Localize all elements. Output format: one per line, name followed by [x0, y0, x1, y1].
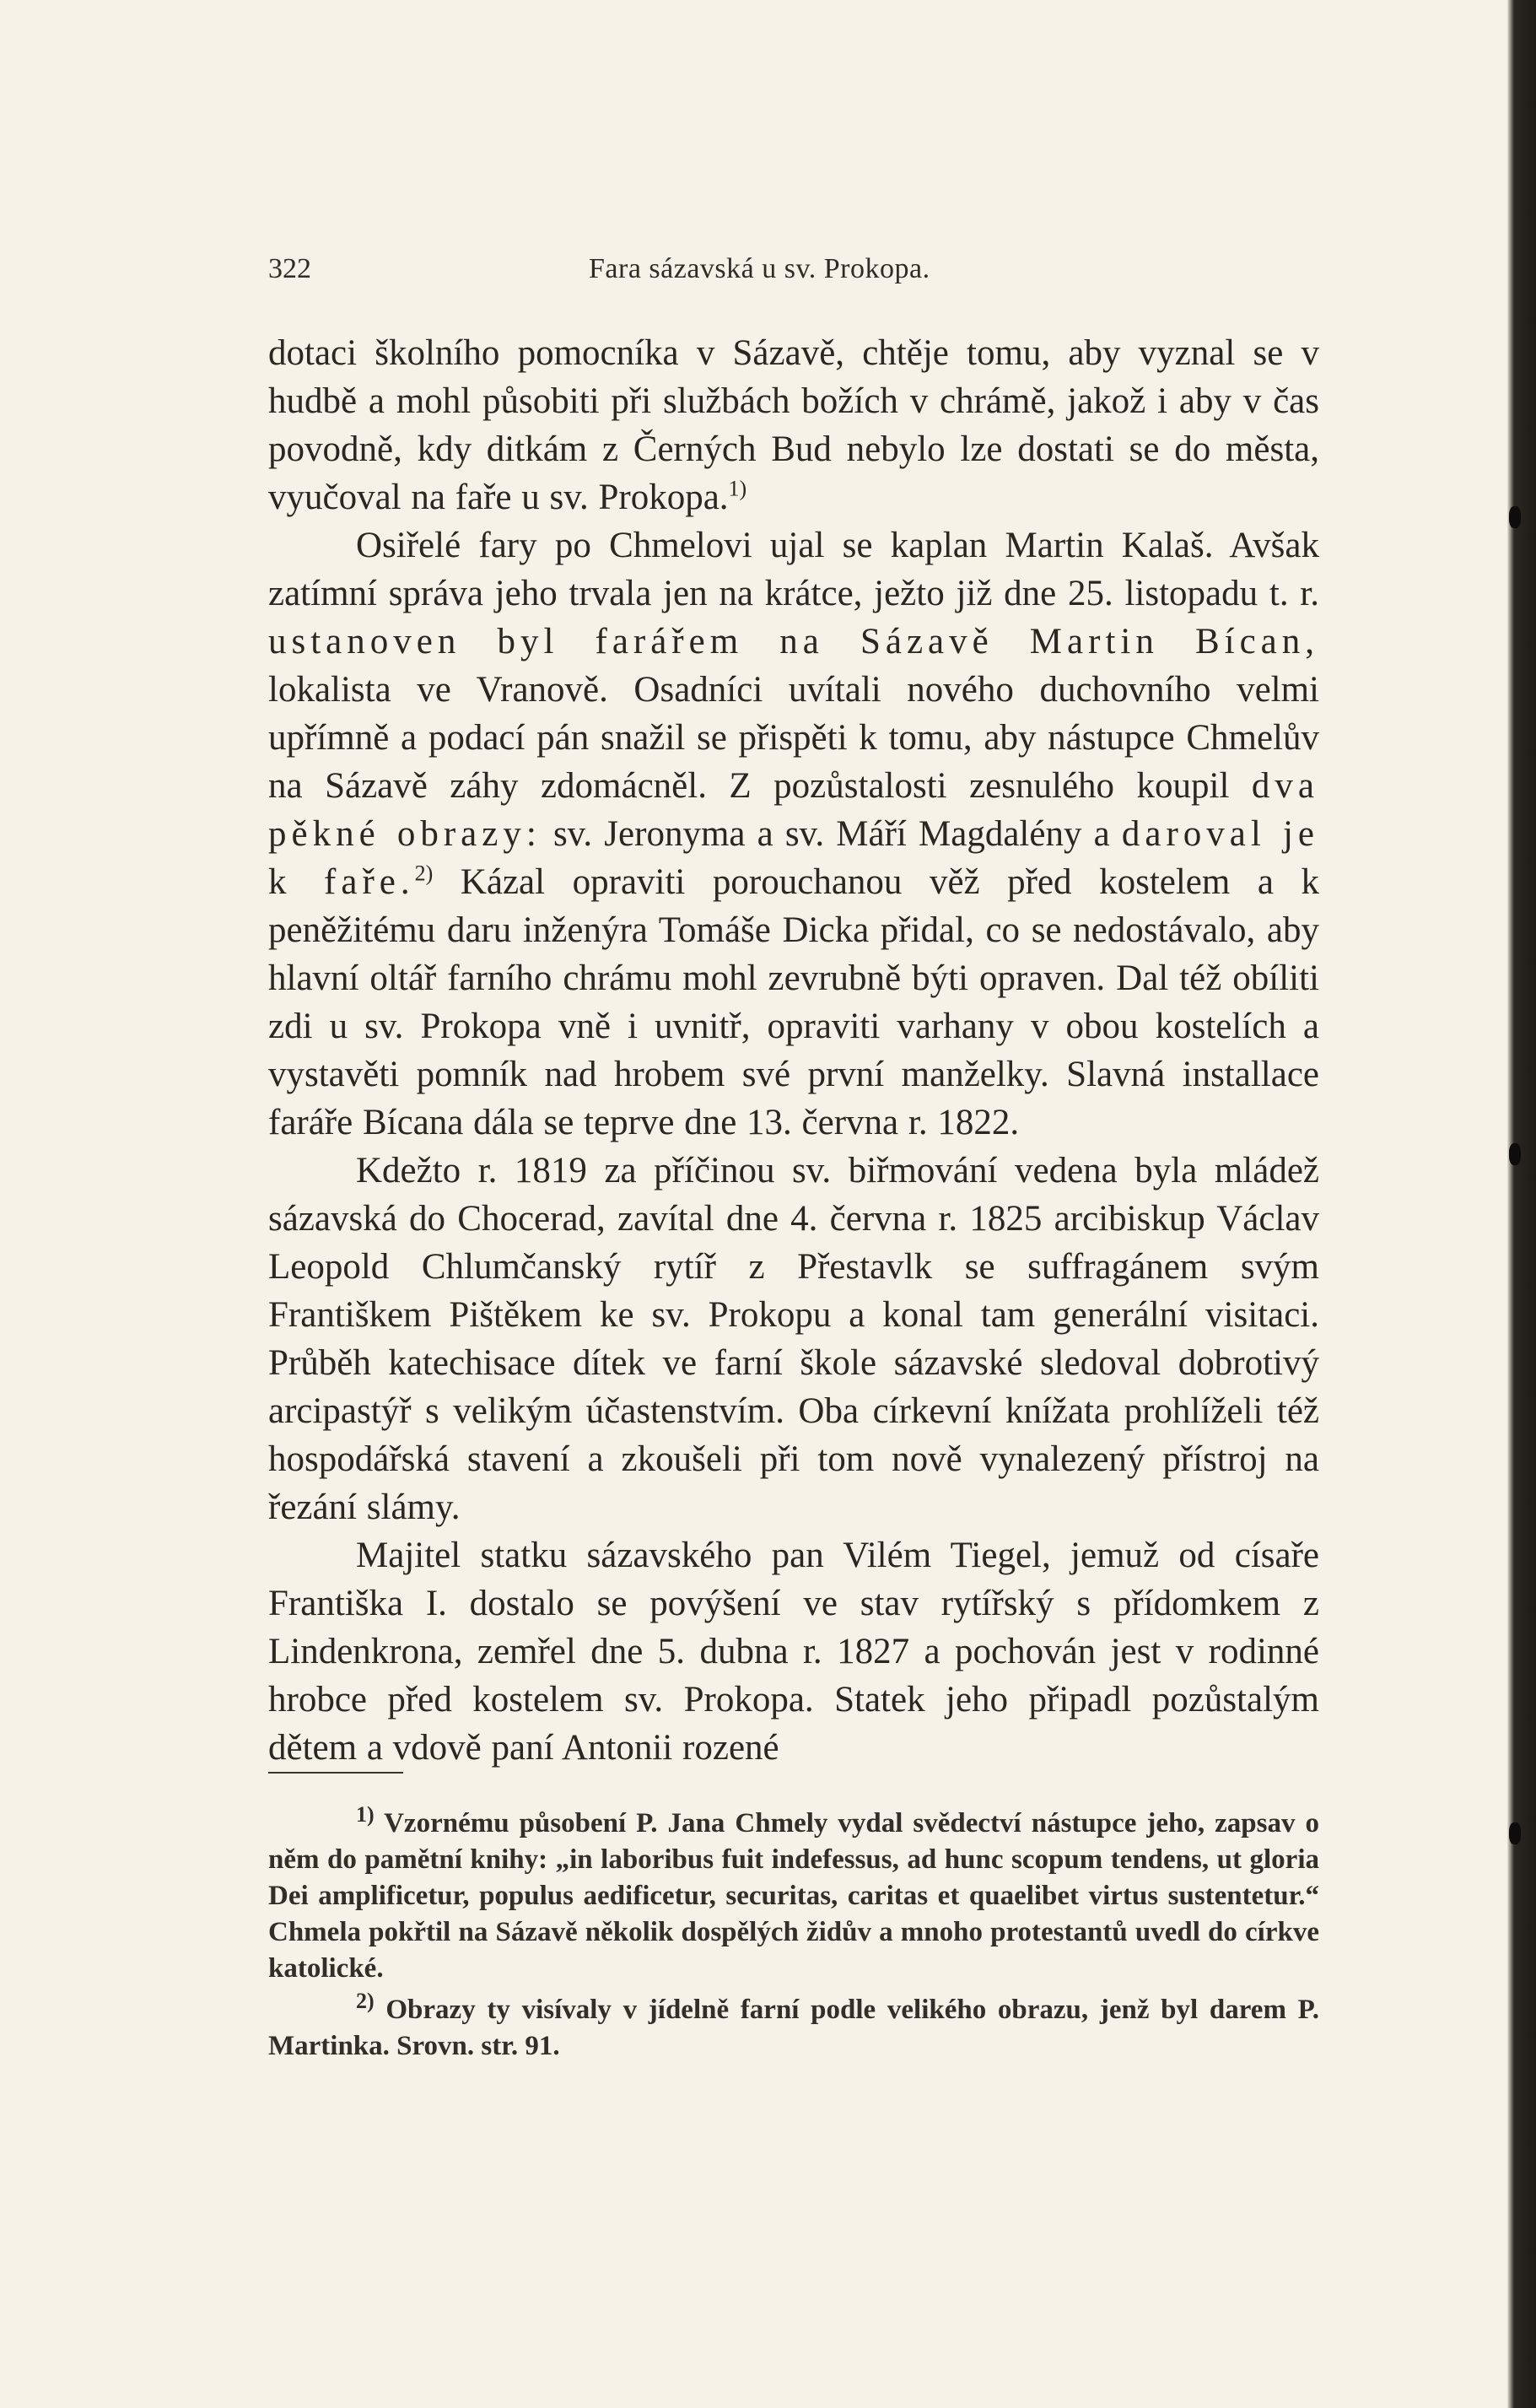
running-head — [268, 253, 1319, 304]
paragraph-4: Majitel statku sázavského pan Vilém Tiegel, jemuž od císaře Františka I. dostalo se povýšení ve stav rytířský s přídomkem z Lindenkrona, zemřel dne 5. dubna r. 1827 a pochován jest v rodinné hrobce před kostelem sv. Prokopa. Statek jeho připadl pozůstalým dětem a vdově paní Antonii rozené — [268, 1536, 1319, 1768]
paragraph-3: Kdežto r. 1819 za příčinou sv. biřmování vedena byla mládež sázavská do Chocerad, zavítal dne 4. června r. 1825 arcibiskup Václav Leopold Chlumčanský rytíř z Přestavlk se suffragánem svým Františkem Pištěkem ke sv. Prokopu a konal tam generální visitaci. Průběh katechisace dítek ve farní škole sázavské sledoval dobrotivý arcipastýř s velikým účastenstvím. Oba církevní knížata prohlíželi též hospodářská stavení a zkoušeli při tom nově vynalezený přístroj na řezání slámy. — [268, 1151, 1319, 1527]
footnote-2-mark: 2) — [356, 1989, 375, 2013]
footnote-ref-2: 2) — [414, 861, 434, 886]
footnote-ref-1: 1) — [728, 476, 747, 501]
paragraph-2-text-g: Kázal opraviti porouchanou věž před kostelem a k peněžitému daru inženýra Tomáše Dicka přidal, co se nedostávalo, aby hlavní oltář farního chrámu mohl zevrubně býti opraven. Dal též obíliti zdi u sv. Prokopa vně i uvnitř, opraviti varhany v obou kostelích a vystavěti pomník nad hrobem své první manželky. Slavná installace faráře Bícana dála se teprve dne 13. června r. 1822. — [268, 862, 1320, 1142]
paragraph-1-text: dotaci školního pomocníka v Sázavě, chtěje tomu, aby vyznal se v hudbě a mohl působiti při službách božích v chrámě, jakož i aby v čas povodně, kdy ditkám z Černých Bud nebylo lze dostati se do města, vyučoval na faře u sv. Prokopa. — [268, 333, 1319, 517]
paragraph-2-text-c: lokalista ve Vranově. Osadníci uvítali nového duchovního velmi upřímně a podací pán snažil se přispěti k tomu, aby nástupce Chmelův na Sázavě záhy zdomácněl. Z pozůstalosti zesnulého koupil — [268, 670, 1319, 806]
paragraph-1 — [268, 329, 1319, 521]
running-head-title: Fara sázavská u sv. Prokopa. — [589, 253, 930, 284]
paragraph-2 — [268, 521, 1319, 1147]
footnotes — [268, 1802, 1320, 2070]
paragraph-2-spaced-c: daroval je k faře. — [268, 814, 1320, 902]
page-content — [268, 253, 1320, 2061]
paragraph-2-spaced-b: dva pěkné obrazy: — [268, 766, 1319, 854]
footnote-2-text: Obrazy ty visívaly v jídelně farní podle velikého obrazu, jenž byl darem P. Martinka. Srovn. str. 91. — [268, 1995, 1320, 2061]
footnote-1-mark: 1) — [356, 1802, 375, 1827]
edge-mark — [1509, 1143, 1521, 1165]
footnote-1 — [268, 1802, 1320, 1987]
footnote-2 — [268, 1989, 1320, 2065]
paragraph-2-text-a: Osiřelé fary po Chmelovi ujal se kaplan Martin Kalaš. Avšak zatímní správa jeho trvala jen na krátce, ježto již dne 25. listopadu t. r. — [268, 526, 1319, 613]
footnote-1-text: Vzornému působení P. Jana Chmely vydal svědectví nástupce jeho, zapsav o něm do pamětní knihy: „in laboribus fuit indefessus, ad hunc scopum tendens, ut gloria Dei amplificetur, populus aedificetur, securitas, caritas et quaelibet virtus sustentetur.“ Chmela pokřtil na Sázavě několik dospělých židův a mnoho protestantů uvedl do církve katolické. — [268, 1808, 1320, 1984]
book-edge — [1507, 0, 1536, 2408]
paragraph-2-text-e: sv. Jeronyma a sv. Máří Magdalény a — [552, 814, 1110, 854]
body-text — [268, 329, 1319, 1772]
page-number: 322 — [268, 253, 311, 284]
paragraph-2-spaced-a: ustanoven byl farářem na Sázavě Martin Bícan, — [268, 622, 1319, 661]
edge-mark — [1509, 1822, 1521, 1844]
footnote-divider — [268, 1772, 403, 1774]
edge-mark — [1509, 506, 1521, 528]
